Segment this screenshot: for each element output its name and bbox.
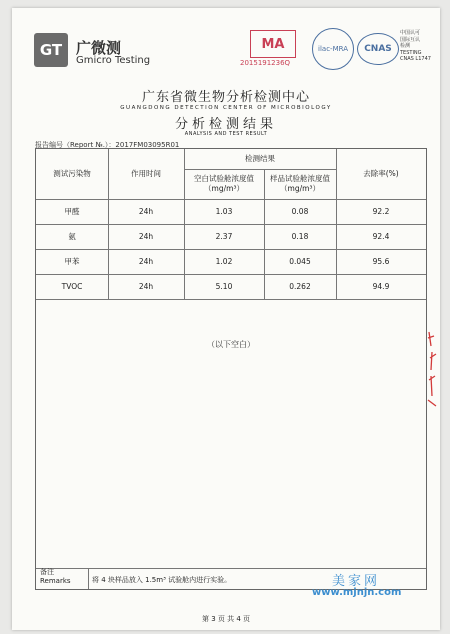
- watermark-site-name: 美家网: [332, 574, 381, 589]
- cma-number: 2015191236Q: [240, 59, 291, 67]
- header-blank-concentration: 空白试验舱浓度值 （mg/m³）: [194, 174, 254, 193]
- table-cell-removal: 95.6: [372, 256, 390, 266]
- header-sample-concentration: 样品试验舱浓度值 （mg/m³）: [270, 174, 330, 193]
- center-name-cn: 广东省微生物分析检测中心: [141, 90, 310, 105]
- table-cell-duration: 24h: [138, 281, 154, 291]
- table-cell-blank: 1.02: [215, 256, 233, 266]
- header-removal-rate: 去除率(%): [363, 169, 399, 178]
- table-cell-sample: 0.262: [289, 281, 311, 291]
- remarks-text: 将 4 块样品放入 1.5m³ 试验舱内进行实验。: [92, 576, 232, 584]
- table-cell-sample: 0.18: [291, 231, 309, 241]
- table-cell-pollutant: 氨: [68, 231, 76, 241]
- logo-name-en: Gmicro Testing: [76, 55, 151, 66]
- table-cell-duration: 24h: [138, 256, 154, 266]
- table-cell-pollutant: 甲醛: [64, 206, 80, 216]
- report-number: 报告编号（Report №.）：2017FM03095R01: [35, 141, 180, 149]
- cma-seal-icon: MA: [250, 30, 296, 58]
- gt-logo-icon: GT: [34, 33, 68, 67]
- report-page: [12, 8, 440, 630]
- ilac-mra-icon: ilac-MRA: [312, 28, 354, 70]
- table-cell-pollutant: TVOC: [61, 281, 83, 291]
- table-cell-duration: 24h: [138, 206, 154, 216]
- red-seal-stamp-icon: [426, 330, 440, 410]
- blank-below-note: （以下空白）: [207, 340, 255, 349]
- report-title-en: ANALYSIS AND TEST RESULT: [184, 131, 268, 137]
- table-cell-removal: 92.2: [372, 206, 390, 216]
- table-cell-sample: 0.045: [289, 256, 311, 266]
- center-name-en: GUANGDONG DETECTION CENTER OF MICROBIOLOGY: [120, 105, 332, 111]
- cnas-caption: 中国认可 国际互认 检测 TESTING CNAS L1747: [400, 30, 431, 62]
- table-cell-pollutant: 甲苯: [64, 256, 80, 266]
- table-cell-duration: 24h: [138, 231, 154, 241]
- results-table: [35, 148, 427, 590]
- table-cell-removal: 94.9: [372, 281, 390, 291]
- logo-name-cn: 广微测: [76, 39, 122, 57]
- header-pollutant: 测试污染物: [53, 169, 91, 178]
- cnas-icon: CNAS: [357, 33, 399, 65]
- table-cell-blank: 2.37: [215, 231, 233, 241]
- table-cell-removal: 92.4: [372, 231, 390, 241]
- report-title-cn: 分析检测结果: [174, 117, 277, 132]
- watermark-url: www.mjnjn.com: [312, 587, 402, 598]
- table-cell-sample: 0.08: [291, 206, 309, 216]
- table-cell-blank: 1.03: [215, 206, 233, 216]
- remarks-label: 备注 Remarks: [40, 568, 71, 585]
- header-results-group: 检测结果: [245, 154, 275, 163]
- header-duration: 作用时间: [131, 169, 161, 178]
- table-cell-blank: 5.10: [215, 281, 233, 291]
- page-number: 第 3 页 共 4 页: [201, 615, 251, 623]
